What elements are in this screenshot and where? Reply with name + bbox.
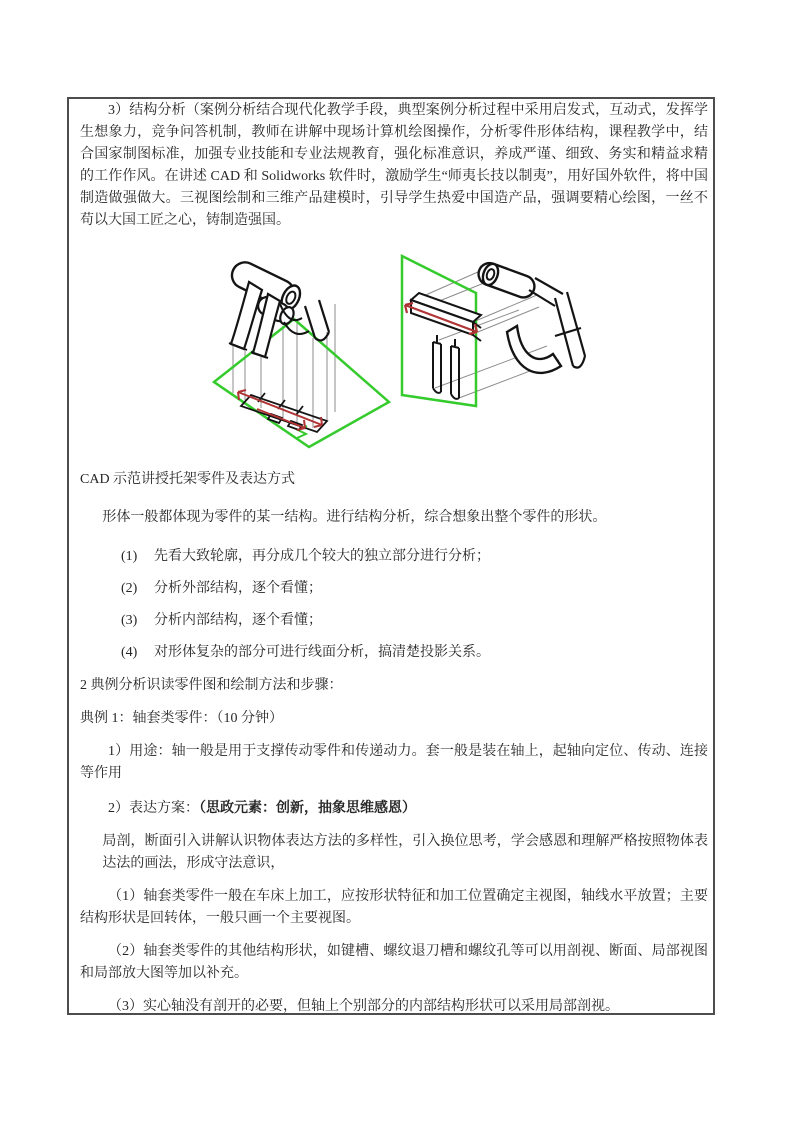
section-heading: 2 典例分析识读零件图和绘制方法和步骤： <box>80 678 343 693</box>
bracket-vertical-projection-figure <box>395 248 590 448</box>
bracket-horizontal-projection-figure <box>205 248 395 458</box>
step-number: (2) <box>121 581 138 596</box>
expression-scheme-paragraph <box>80 796 708 820</box>
ideology-elements-bold: （思政元素：创新，抽象思维感恩） <box>199 799 416 815</box>
scheme-note-paragraph: 局剖，断面引入讲解认识物体表达方法的多样性，引入换位思考，学会感恩和理解严格按照物体表达法的画法，形成守法意识， <box>102 834 708 871</box>
bracket-part <box>475 260 585 373</box>
shape-analysis-intro: 形体一般都体现为零件的某一结构。进行结构分析，综合想象出整个零件的形状。 <box>102 510 607 525</box>
analysis-step-1 <box>121 546 708 568</box>
usage-paragraph: 1）用途：轴一般是用于支撑传动零件和传递动力。套一般是装在轴上，起轴向定位、传动、连接等作用 <box>80 744 708 781</box>
step-text: 分析内部结构，逐个看懂； <box>154 613 322 628</box>
analysis-step-4 <box>121 642 708 664</box>
axle-point-2: （2）轴套类零件的其他结构形状，如键槽、螺纹退刀槽和螺纹孔等可以用剖视、断面、局部视图和局部放大图等加以补充。 <box>80 944 708 981</box>
step-number: (1) <box>121 549 138 564</box>
axle-point-1: （1）轴套类零件一般在车床上加工，应按形状特征和加工位置确定主视图，轴线水平放置；主要结构形状是回转体，一般只画一个主要视图。 <box>80 889 708 926</box>
step-text: 先看大致轮廓，再分成几个较大的独立部分进行分析； <box>154 549 490 564</box>
step-text: 对形体复杂的部分可进行线面分析，搞清楚投影关系。 <box>154 645 490 660</box>
analysis-step-3 <box>121 610 708 632</box>
step-number: (4) <box>121 645 138 660</box>
step-number: (3) <box>121 613 138 628</box>
projection-rays <box>412 268 559 398</box>
lesson-plan-table-cell <box>67 97 715 1015</box>
structure-analysis-paragraph: 3）结构分析（案例分析结合现代化教学手段，典型案例分析过程中采用启发式，互动式，发挥学生想象力，竞争问答机制，教师在讲解中现场计算机绘图操作，分析零件形体结构，课程教学中，结合国家制图标准，加强专业技能和专业法规教育，强化标准意识，养成严谨、细致、务实和精益求精的工作作风。在讲述 CAD 和 Solidworks 软件时，激励学生“师夷长技以制夷”，用好国外软件，将中国制造做强做大。三视图绘制和三维产品建模时，引导学生热爱中国造产品，强调要精心绘图，一丝不苟以大国工匠之心，铸制造强国。 <box>80 103 708 228</box>
analysis-step-2 <box>121 578 708 600</box>
scheme-label: 2）表达方案： <box>108 801 199 816</box>
cad-figures-row <box>205 248 708 458</box>
analysis-steps-list <box>80 546 708 664</box>
example-heading: 典例 1：轴套类零件：（10 分钟） <box>80 711 283 726</box>
axle-point-3: （3）实心轴没有剖开的必要，但轴上个别部分的内部结构形状可以采用局部剖视。 <box>108 999 619 1014</box>
step-text: 分析外部结构，逐个看懂； <box>154 581 322 596</box>
front-view-projection <box>411 293 481 399</box>
figure-caption: CAD 示范讲授托架零件及表达方式 <box>80 472 296 487</box>
bracket-part <box>228 258 329 358</box>
